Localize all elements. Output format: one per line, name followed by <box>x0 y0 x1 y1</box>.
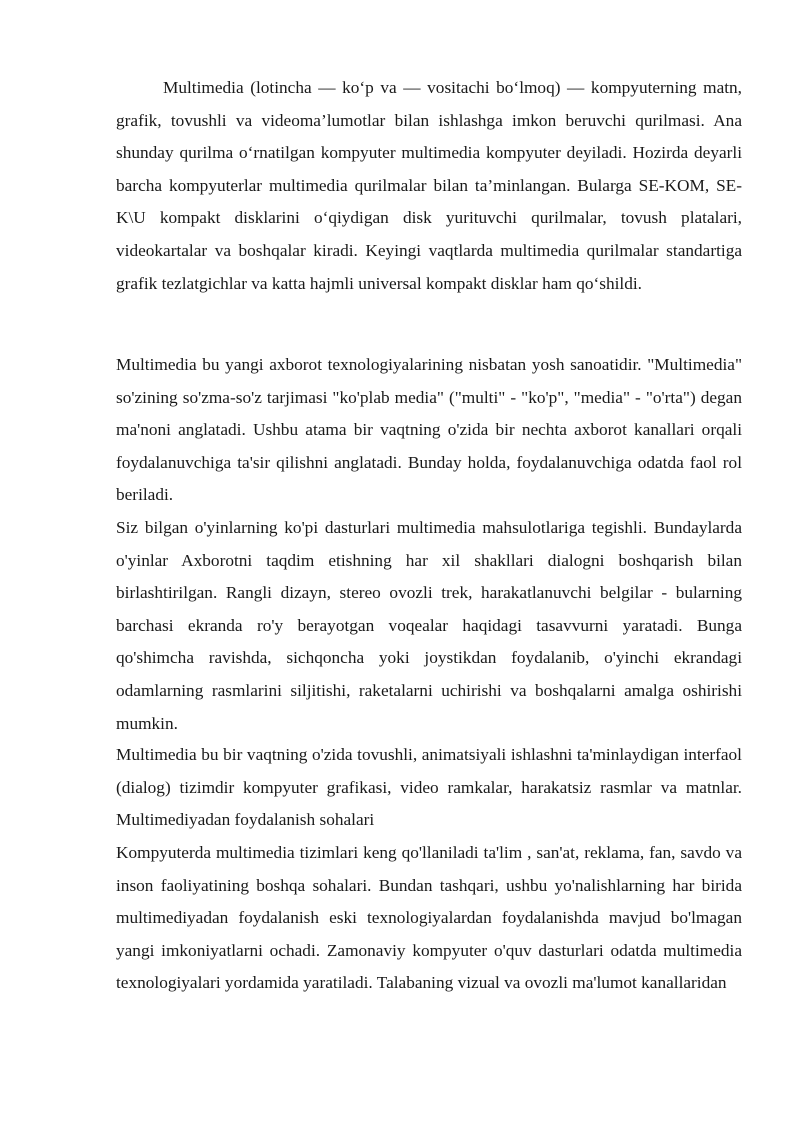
paragraph-applications: Kompyuterda multimedia tizimlari keng qo'llaniladi ta'lim , san'at, reklama, fan, savdo va inson faoliyatining boshqa sohalari. Bundan tashqari, ushbu yo'nalishlarning har birida multimediyadan foydalanish eski texnologiyalardan foydalanishda mavjud bo'lmagan yangi imkoniyatlarni ochadi. Zamonaviy kompyuter o'quv dasturlari odatda multimedia texnologiyalari yordamida yaratiladi. Talabaning vizual va ovozli ma'lumot kanallaridan <box>116 843 742 993</box>
paragraph-multimedia-industry: Multimedia bu yangi axborot texnologiyalarining nisbatan yosh sanoatidir. "Multimedia" so'zining so'zma-so'z tarjimasi "ko'plab media" ("multi" - "ko'p", "media" - "o'rta") degan ma'noni anglatadi. Ushbu atama bir vaqtning o'zida bir nechta axborot kanallari orqali foydalanuvchiga ta'sir qilishni anglatadi. Bunday holda, foydalanuvchiga odatda faol rol beriladi. <box>116 355 742 505</box>
paragraph-games: Siz bilgan o'yinlarning ko'pi dasturlari multimedia mahsulotlariga tegishli. Bundaylarda o'yinlar Axborotni taqdim etishning har xil shakllari dialogni boshqarish bilan birlashtirilgan. Rangli dizayn, stereo ovozli trek, harakatlanuvchi belgilar - bularning barchasi ekranda ro'y berayotgan voqealar haqidagi tasavvurni yaratadi. Bunga qo'shimcha ravishda, sichqoncha yoki joystikdan foydalanib, o'yinchi ekrandagi odamlarning rasmlarini siljitishi, raketalarni uchirishi va boshqalarni amalga oshirishi mumkin. <box>116 518 742 733</box>
paragraph-interactive-system: Multimedia bu bir vaqtning o'zida tovushli, animatsiyali ishlashni ta'minlaydigan interfaol (dialog) tizimdir kompyuter grafikasi, video ramkalar, harakatsiz rasmlar va matnlar. Multimediyadan foydalanish sohalari <box>116 745 742 830</box>
paragraph-multimedia-definition: Multimedia (lotincha — ko‘p va — vositachi bo‘lmoq) — kompyuterning matn, grafik, tovushli va videoma’lumotlar bilan ishlashga imkon beruvchi qurilmasi. Ana shunday qurilma o‘rnatilgan kompyuter multimedia kompyuter deyiladi. Hozirda deyarli barcha kompyuterlar multimedia qurilmalar bilan ta’minlangan. Bularga SE-KOM, SE-K\U kompakt disklarini o‘qiydigan disk yurituvchi qurilmalar, tovush platalari, videokartalar va boshqalar kiradi. Keyingi vaqtlarda multimedia qurilmalar standartiga grafik tezlatgichlar va katta hajmli universal kompakt disklar ham qo‘shildi. <box>116 78 742 293</box>
